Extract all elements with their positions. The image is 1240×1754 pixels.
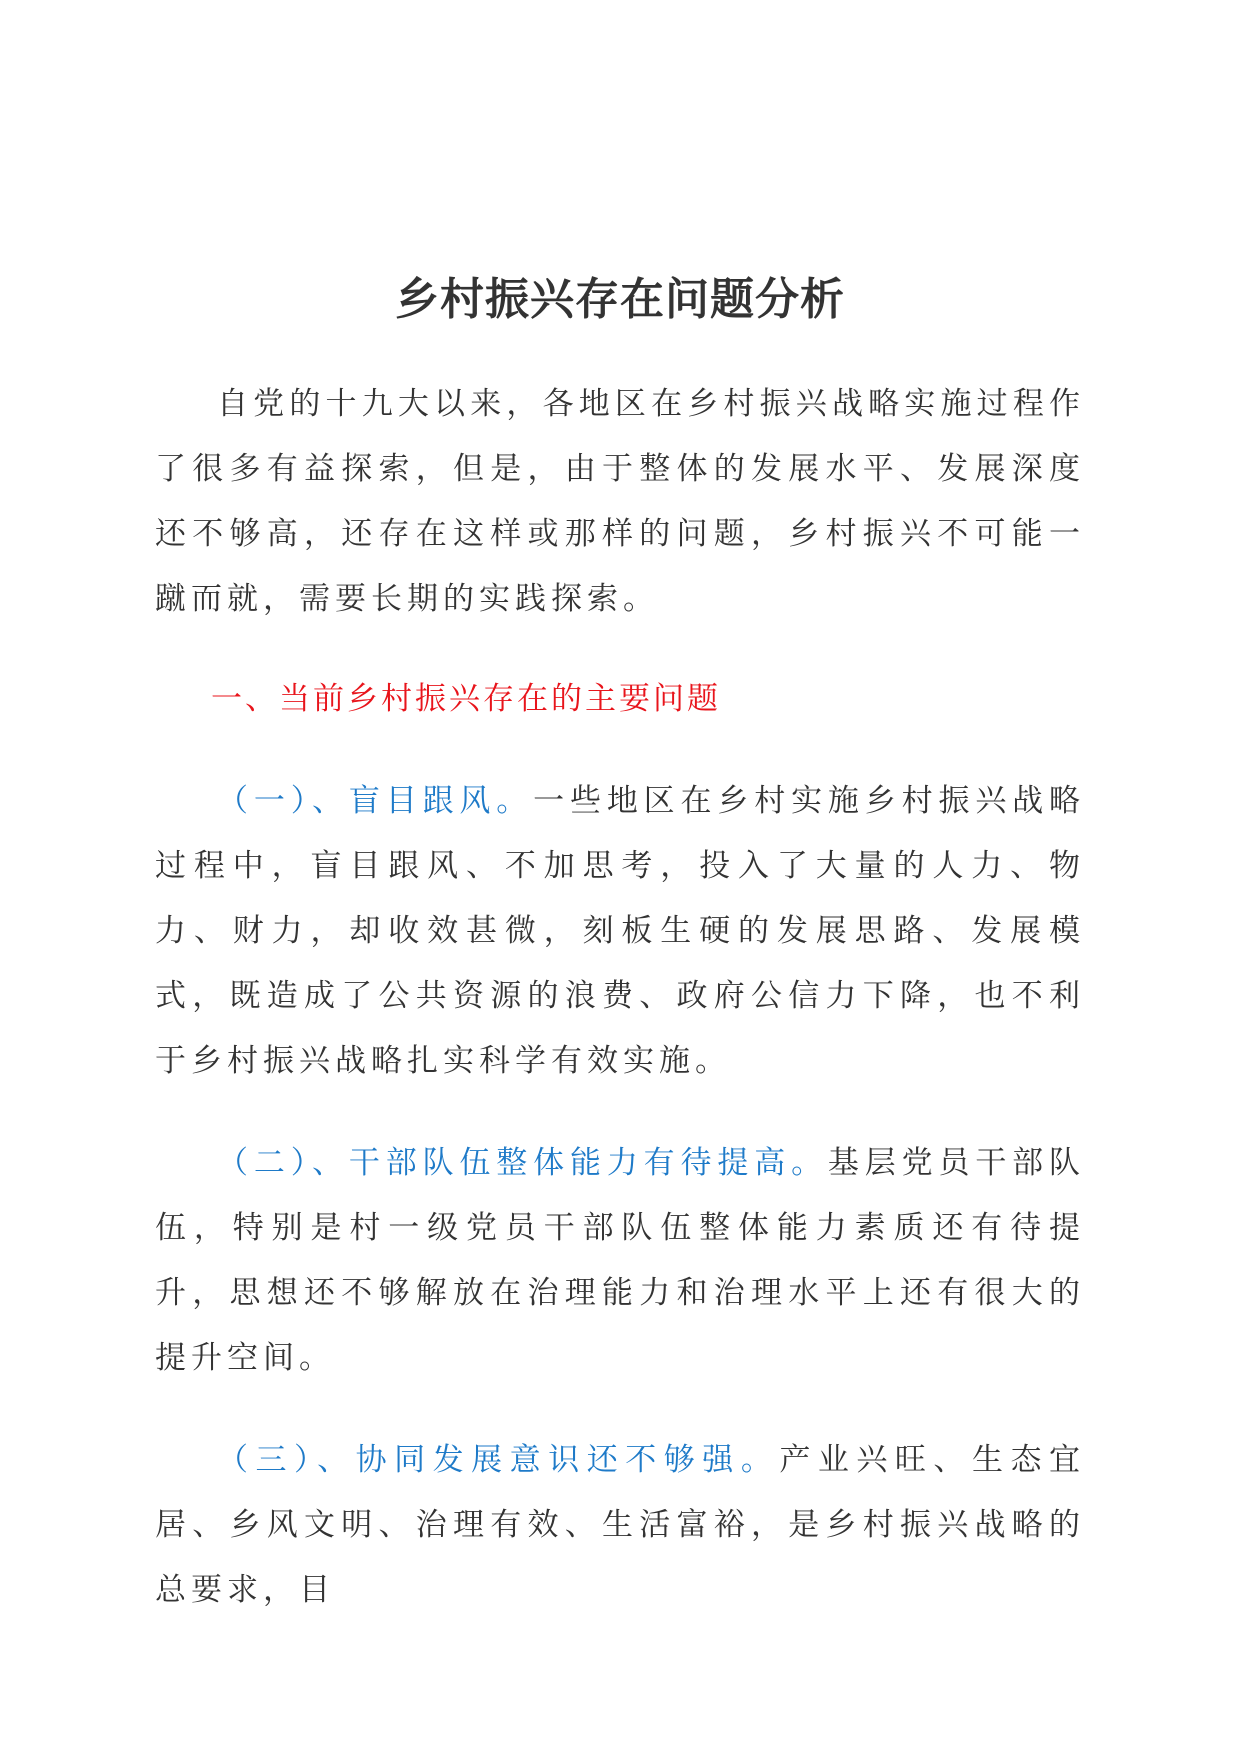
problem-item-1 — [155, 769, 1085, 1094]
problem-item-3 — [155, 1428, 1085, 1623]
document-page — [155, 268, 1085, 1623]
problem-item-body: 一些地区在乡村实施乡村振兴战略过程中，盲目跟风、不加思考，投入了大量的人力、物力、财力，却收效甚微，刻板生硬的发展思路、发展模式，既造成了公共资源的浪费、政府公信力下降，也不利于乡村振兴战略扎实科学有效实施。 — [155, 783, 1086, 1079]
document-title: 乡村振兴存在问题分析 — [395, 274, 845, 325]
problem-item-2 — [155, 1131, 1085, 1391]
section-heading: 一、当前乡村振兴存在的主要问题 — [211, 681, 721, 717]
problem-item-heading: （一）、盲目跟风。 — [217, 783, 534, 819]
intro-paragraph: 自党的十九大以来，各地区在乡村振兴战略实施过程作了很多有益探索，但是，由于整体的发展水平、发展深度还不够高，还存在这样或那样的问题，乡村振兴不可能一蹴而就，需要长期的实践探索。 — [155, 386, 1085, 617]
problem-item-heading: （三）、协同发展意识还不够强。 — [217, 1442, 780, 1478]
problem-item-body: 产业兴旺、生态宜居、乡风文明、治理有效、生活富裕，是乡村振兴战略的总要求，目 — [155, 1442, 1086, 1608]
problem-item-body: 基层党员干部队伍，特别是村一级党员干部队伍整体能力素质还有待提升，思想还不够解放在治理能力和治理水平上还有很大的提升空间。 — [155, 1145, 1086, 1376]
problem-item-heading: （二）、干部队伍整体能力有待提高。 — [217, 1145, 828, 1181]
